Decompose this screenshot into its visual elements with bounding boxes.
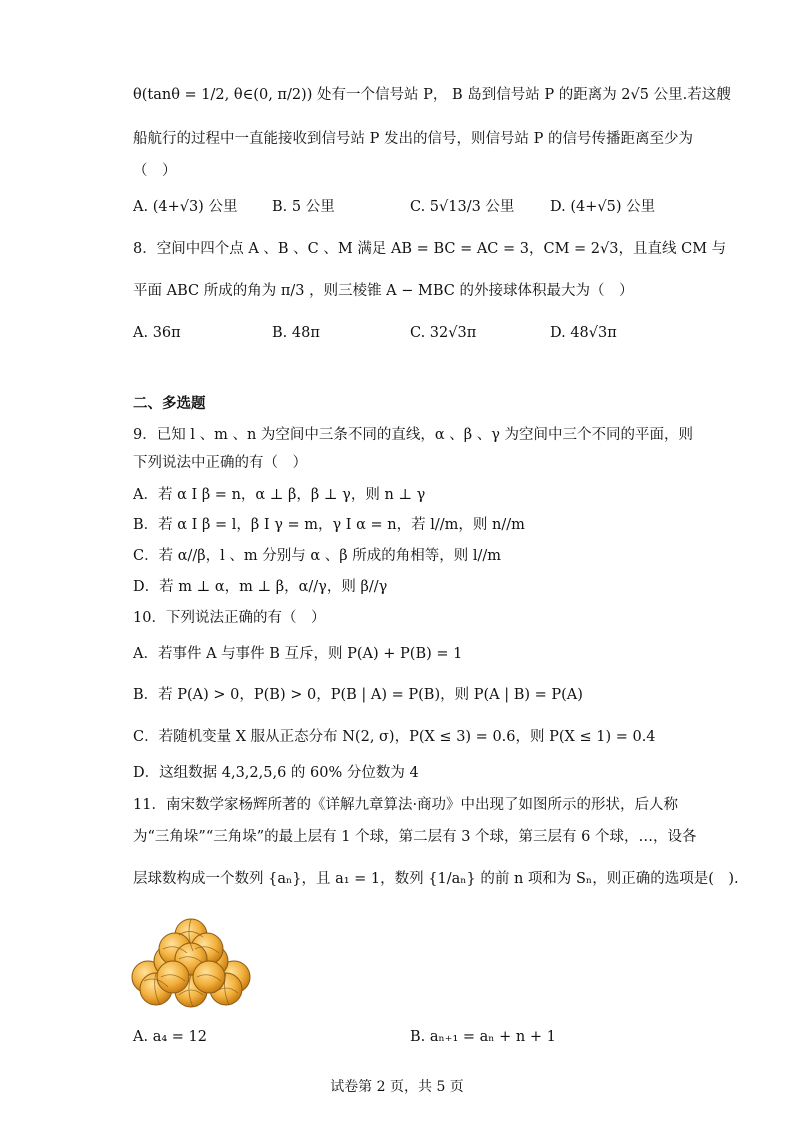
q11-option-a: A. a₄ = 12 [133,1029,207,1045]
q8-option-a: A. 36π [133,325,181,341]
q9-option-c: C．若 α//β，l 、m 分别与 α 、β 所成的角相等，则 l//m [133,548,502,564]
q8-option-d: D. 48√3π [550,325,617,341]
q8-line1: 8．空间中四个点 A 、B 、C 、M 满足 AB = BC = AC = 3，CM = 2√3，且直线 CM 与 [133,241,727,257]
q9-option-a: A．若 α I β = n，α ⊥ β，β ⊥ γ，则 n ⊥ γ [133,487,426,503]
q8-option-c: C. 32√3π [410,325,477,341]
q11-line2: 为“三角垛”“三角垛”的最上层有 1 个球，第二层有 3 个球，第三层有 6 个球，…，设各 [133,829,697,845]
q9-line1: 9．已知 l 、m 、n 为空间中三条不同的直线，α 、β 、γ 为空间中三个不同的平面，则 [133,427,694,443]
q9-line2: 下列说法中正确的有（ ） [133,455,307,471]
q10-line1: 10．下列说法正确的有（ ） [133,610,326,626]
section-title: 二、多选题 [133,396,206,412]
q9-option-b: B．若 α I β = l，β I γ = m，γ I α = n，若 l//m，则 n//m [133,517,525,533]
ball-stack-figure [130,915,255,1010]
q7-line3: （ ） [133,163,177,179]
q7-line1: θ(tanθ = 1/2, θ∈(0, π/2)) 处有一个信号站 P， B 岛到信号站 P 的距离为 2√5 公里.若这艘 [133,87,731,103]
q9-option-d: D．若 m ⊥ α，m ⊥ β，α//γ，则 β//γ [133,579,388,595]
q11-option-b: B. aₙ₊₁ = aₙ + n + 1 [410,1029,556,1045]
q10-option-d: D．这组数据 4,3,2,5,6 的 60% 分位数为 4 [133,765,419,781]
q8-line2: 平面 ABC 所成的角为 π/3 ，则三棱锥 A − MBC 的外接球体积最大为（ ） [133,283,634,299]
q10-option-a: A．若事件 A 与事件 B 互斥，则 P(A) + P(B) = 1 [133,646,463,662]
q8-option-b: B. 48π [272,325,320,341]
q7-option-a: A. (4+√3) 公里 [133,199,238,215]
q7-line2: 船航行的过程中一直能接收到信号站 P 发出的信号，则信号站 P 的信号传播距离至少为 [133,131,693,147]
q10-option-c: C．若随机变量 X 服从正态分布 N(2, σ)，P(X ≤ 3) = 0.6，则 P(X ≤ 1) = 0.4 [133,729,656,745]
page-footer: 试卷第 2 页，共 5 页 [330,1079,464,1095]
q11-line1: 11．南宋数学家杨辉所著的《详解九章算法·商功》中出现了如图所示的形状，后人称 [133,797,679,813]
q7-option-d: D. (4+√5) 公里 [550,199,656,215]
q10-option-b: B．若 P(A) > 0，P(B) > 0，P(B | A) = P(B)，则 P(A | B) = P(A) [133,687,583,703]
q7-option-b: B. 5 公里 [272,199,335,215]
q11-line3: 层球数构成一个数列 {aₙ}，且 a₁ = 1，数列 {1/aₙ} 的前 n 项和为 Sₙ，则正确的选项是( ). [133,871,739,887]
q7-option-c: C. 5√13/3 公里 [410,199,515,215]
